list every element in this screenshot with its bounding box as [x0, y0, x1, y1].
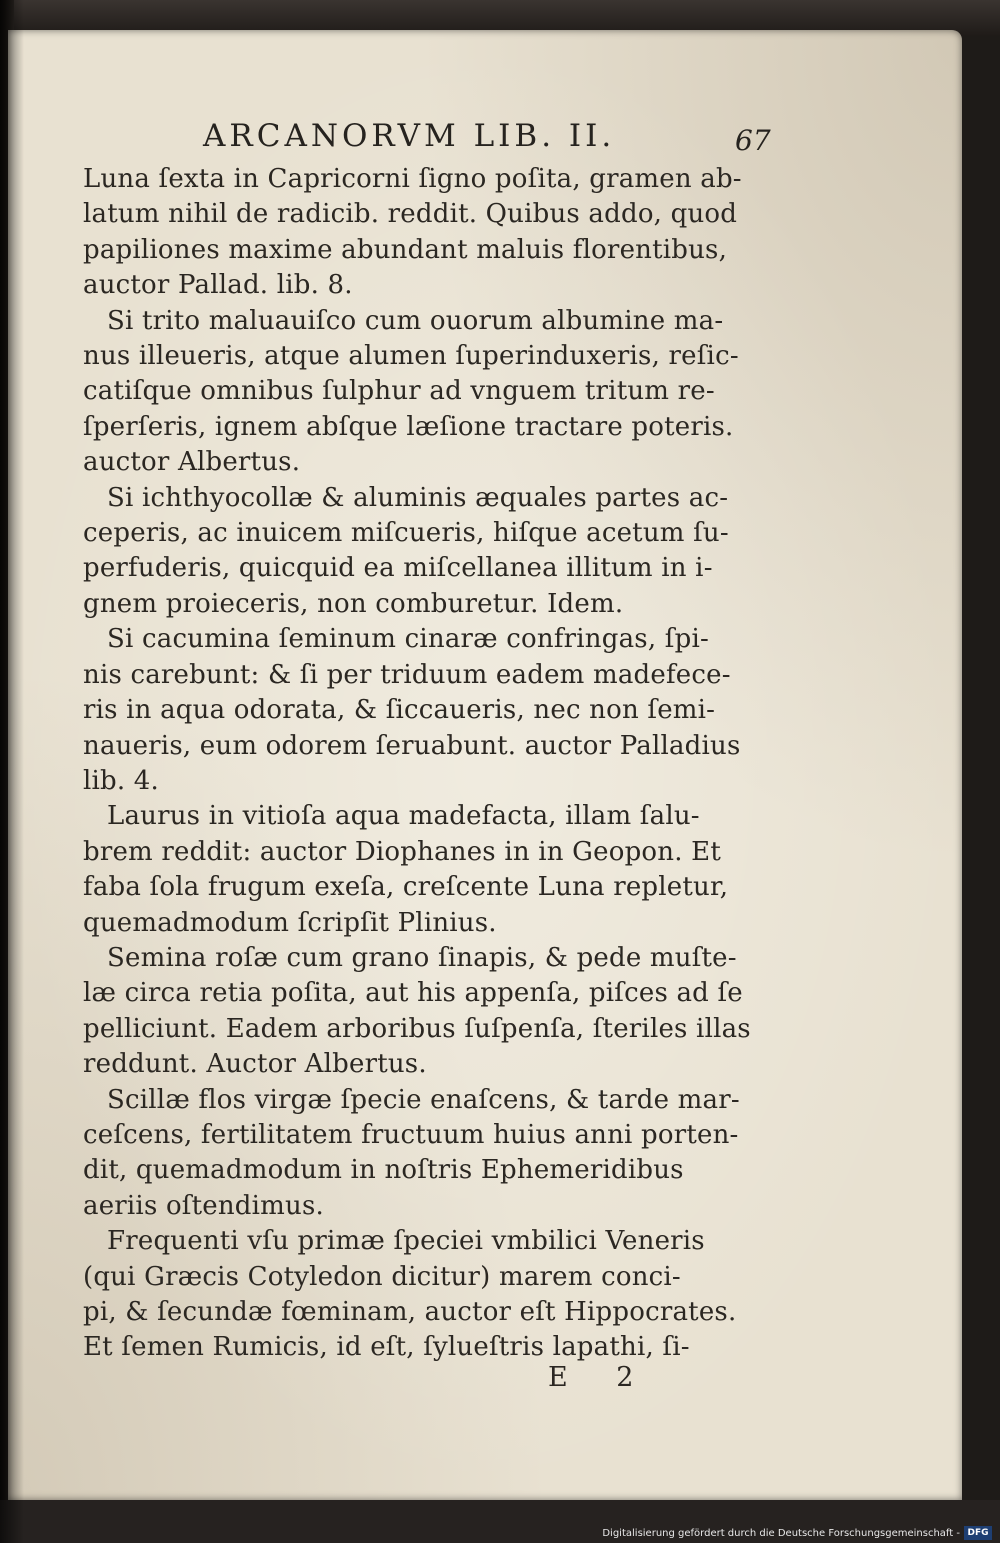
body-text: [83, 162, 783, 1366]
running-head: [83, 118, 783, 162]
text-line: catiſque omnibus ſulphur ad vnguem tritum re-: [83, 376, 715, 407]
page-number: 67: [735, 124, 771, 157]
signature-mark: E 2: [548, 1362, 654, 1393]
text-line: ceperis, ac inuicem miſcueris, hiſque acetum ſu-: [83, 518, 729, 549]
text-line: perfuderis, quicquid ea miſcellanea illitum in i-: [83, 553, 713, 584]
spine-shadow: [0, 0, 24, 1543]
text-line: ſperſeris, ignem abſque læſione tractare poteris.: [83, 411, 734, 442]
text-line: Si trito maluauiſco cum ouorum albumine ma-: [107, 305, 724, 336]
text-line: Si ichthyocollæ & aluminis æquales partes ac-: [107, 482, 729, 513]
text-line: auctor Albertus.: [83, 447, 301, 478]
text-line: faba ſola frugum exeſa, creſcente Luna repletur,: [83, 872, 729, 903]
paragraph: [83, 1083, 783, 1225]
paragraph: [83, 799, 783, 941]
text-line: Et ſemen Rumicis, id eſt, ſylueſtris lapathi, ſi-: [83, 1332, 690, 1363]
text-line: reddunt. Auctor Albertus.: [83, 1049, 427, 1080]
paragraph: [83, 162, 783, 304]
text-line: nis carebunt: & ſi per triduum eadem madefece-: [83, 659, 731, 690]
text-line: lib. 4.: [83, 765, 160, 796]
paragraph: [83, 941, 783, 1083]
text-line: latum nihil de radicib. reddit. Quibus addo, quod: [83, 199, 738, 230]
paragraph: [83, 1224, 783, 1366]
text-line: Scillæ flos virgæ ſpecie enaſcens, & tarde mar-: [107, 1084, 740, 1115]
paragraph: [83, 481, 783, 623]
paragraph: [83, 622, 783, 799]
text-line: dit, quemadmodum in noſtris Ephemeridibus: [83, 1155, 684, 1186]
text-line: quemadmodum ſcripſit Plinius.: [83, 907, 497, 938]
dfg-logo: DFG: [964, 1526, 992, 1540]
text-line: Laurus in vitioſa aqua madefacta, illam ſalu-: [107, 801, 700, 832]
text-line: papiliones maxime abundant maluis florentibus,: [83, 234, 728, 265]
text-line: pi, & ſecundæ fœminam, auctor eſt Hippocrates.: [83, 1297, 737, 1327]
text-line: pelliciunt. Eadem arboribus ſuſpenſa, ſteriles illas: [83, 1013, 751, 1044]
text-line: Si cacumina ſeminum cinaræ confringas, ſpi-: [107, 624, 709, 655]
text-line: naueris, eum odorem ſeruabunt. auctor Palladius: [83, 730, 741, 761]
text-line: Luna ſexta in Capricorni ſigno poſita, gramen ab-: [83, 164, 742, 194]
text-line: Semina roſæ cum grano ſinapis, & pede muſte-: [107, 942, 737, 973]
text-line: ceſcens, fertilitatem fructuum huius anni porten-: [83, 1119, 739, 1150]
book-page: [8, 30, 962, 1500]
text-line: aeriis oſtendimus.: [83, 1190, 324, 1221]
page-text: [83, 118, 783, 1366]
text-line: nus illeueris, atque alumen ſuperinduxeris, reſic-: [83, 341, 739, 372]
paragraph: [83, 304, 783, 481]
text-line: (qui Græcis Cotyledon dicitur) marem conci-: [83, 1261, 681, 1292]
digitization-credit: Digitalisierung gefördert durch die Deutsche Forschungsgemeinschaft -: [602, 1528, 960, 1539]
text-line: Frequenti vſu primæ ſpeciei vmbilici Veneris: [107, 1226, 705, 1257]
text-line: gnem proieceris, non comburetur. Idem.: [83, 588, 624, 619]
text-line: ris in aqua odorata, & ſiccaueris, nec non ſemi-: [83, 695, 716, 726]
running-title: ARCANORVM LIB. II.: [203, 118, 616, 154]
text-line: auctor Pallad. lib. 8.: [83, 270, 353, 301]
text-line: læ circa retia poſita, aut his appenſa, piſces ad ſe: [83, 978, 743, 1009]
text-line: brem reddit: auctor Diophanes in in Geopon. Et: [83, 836, 721, 867]
